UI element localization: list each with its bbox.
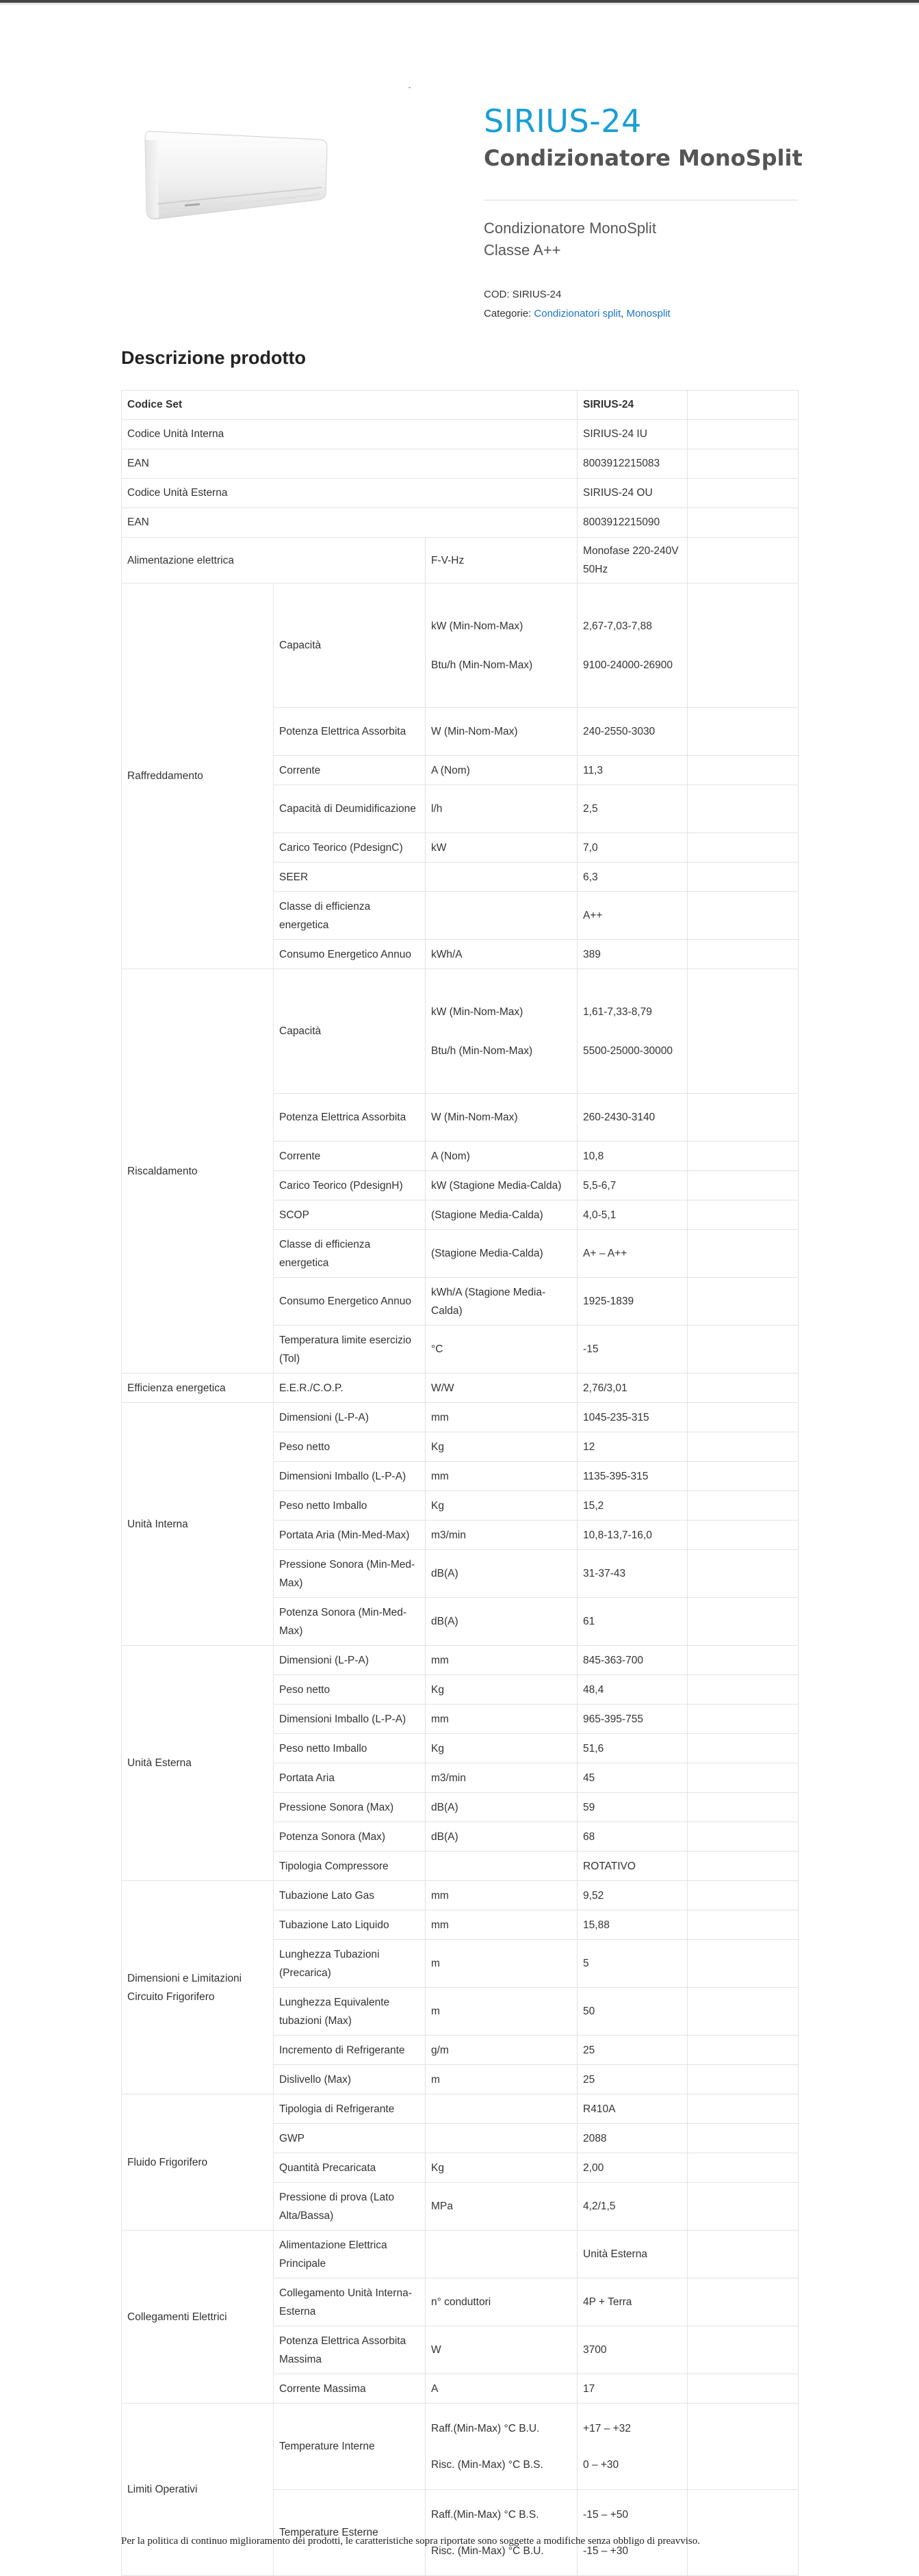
empty-cell [688, 2124, 799, 2153]
table-row-dimensioni-e-limitazioni-circuito-frigorifero [122, 1881, 799, 1910]
spec-label: Dimensioni Imballo (L-P-A) [274, 1462, 426, 1491]
empty-cell [688, 785, 799, 833]
spec-value: 12 [578, 1432, 688, 1462]
efficiency-label: Efficienza energetica [122, 1374, 274, 1403]
category-separator: , [621, 308, 627, 319]
spec-label: Peso netto Imballo [274, 1734, 426, 1763]
spec-unit: m [426, 1940, 578, 1988]
spec-value: A++ [578, 892, 688, 940]
spec-label: Capacità [274, 969, 426, 1094]
spec-unit: Kg [426, 1734, 578, 1763]
spec-value: -15 [578, 1326, 688, 1374]
spec-label: Incremento di Refrigerante [274, 2036, 426, 2065]
spec-label: Carico Teorico (PdesignC) [274, 833, 426, 863]
description-heading: Descrizione prodotto [121, 347, 307, 368]
spec-value: 7,0 [578, 833, 688, 863]
spec-unit [426, 969, 578, 1094]
empty-cell [688, 1910, 799, 1940]
spec-unit: dB(A) [426, 1598, 578, 1646]
table-row-unit-interna [122, 1403, 799, 1432]
empty-cell [688, 2231, 799, 2278]
spec-unit: W [426, 2326, 578, 2374]
spec-label: Portata Aria [274, 1763, 426, 1793]
spec-value [578, 2490, 688, 2576]
spec-label: Temperature Esterne [274, 2490, 426, 2576]
spec-unit: Kg [426, 1491, 578, 1521]
spec-value: 48,4 [578, 1675, 688, 1705]
spec-unit [426, 2490, 578, 2576]
spec-value: 15,2 [578, 1491, 688, 1521]
empty-cell [688, 1432, 799, 1462]
empty-cell [688, 1278, 799, 1326]
spec-label: Capacità [274, 583, 426, 708]
spec-value: 2,5 [578, 785, 688, 833]
empty-cell [688, 2490, 799, 2576]
spec-value: 4,2/1,5 [578, 2183, 688, 2231]
empty-cell [688, 1403, 799, 1432]
spec-label: Potenza Sonora (Min-Med-Max) [274, 1598, 426, 1646]
table-row-efficiency [122, 1374, 799, 1403]
spec-unit: kW (Stagione Media-Calda) [426, 1171, 578, 1200]
spec-unit: n° conduttori [426, 2278, 578, 2326]
table-row-limiti-operativi [122, 2404, 799, 2490]
spec-value: 59 [578, 1793, 688, 1822]
spec-unit: dB(A) [426, 1822, 578, 1852]
spec-unit: mm [426, 1462, 578, 1491]
spec-value-line: -15 – +50 [583, 2508, 628, 2521]
line-gap [431, 2438, 571, 2456]
table-row-power-supply [122, 538, 799, 583]
spec-value: 50 [578, 1988, 688, 2036]
spec-label: Tipologia Compressore [274, 1852, 426, 1881]
spec-label: Temperatura limite esercizio (Tol) [274, 1326, 426, 1374]
empty-cell [688, 2374, 799, 2404]
category-link-monosplit[interactable]: Monosplit [626, 308, 671, 319]
spec-label: Carico Teorico (PdesignH) [274, 1171, 426, 1200]
empty-cell [688, 1374, 799, 1403]
spec-value: 3700 [578, 2326, 688, 2374]
spec-value: 61 [578, 1598, 688, 1646]
empty-cell [688, 449, 799, 479]
group-label-unit-esterna: Unità Esterna [122, 1646, 274, 1881]
empty-cell [688, 420, 799, 449]
empty-cell [688, 1142, 799, 1171]
spec-value: 9,52 [578, 1881, 688, 1910]
line-gap [583, 1021, 682, 1042]
spec-label: Peso netto [274, 1675, 426, 1705]
spec-value: 240-2550-3030 [578, 708, 688, 756]
line-gap [583, 635, 682, 656]
spec-unit: W (Min-Nom-Max) [426, 1094, 578, 1142]
table-row-raffreddamento [122, 583, 799, 708]
empty-cell [688, 1881, 799, 1910]
product-name-title: Condizionatore MonoSplit [484, 145, 803, 171]
spec-label: Tipologia di Refrigerante [274, 2094, 426, 2124]
spec-unit: dB(A) [426, 1793, 578, 1822]
spec-label: Tubazione Lato Liquido [274, 1910, 426, 1940]
spec-label: Corrente Massima [274, 2374, 426, 2404]
empty-cell [688, 2153, 799, 2183]
empty-cell [688, 756, 799, 785]
empty-cell [688, 863, 799, 892]
empty-cell [688, 1462, 799, 1491]
spec-unit [426, 863, 578, 892]
spec-value-line: 1,61-7,33-8,79 [583, 1006, 652, 1018]
spec-unit-line: Btu/h (Min-Nom-Max) [431, 1044, 533, 1057]
spec-unit: W (Min-Nom-Max) [426, 708, 578, 756]
group-label-fluido-frigorifero: Fluido Frigorifero [122, 2094, 274, 2231]
spec-label: GWP [274, 2124, 426, 2153]
spec-value: 5,5-6,7 [578, 1171, 688, 1200]
empty-cell [688, 391, 799, 420]
spec-unit: A (Nom) [426, 1142, 578, 1171]
empty-cell [688, 1852, 799, 1881]
empty-cell [688, 1094, 799, 1142]
spec-unit: Kg [426, 2153, 578, 2183]
row-value: SIRIUS-24 OU [578, 479, 688, 508]
spec-label: SEER [274, 863, 426, 892]
header-label: Codice Set [122, 391, 578, 420]
empty-cell [688, 833, 799, 863]
line-gap [583, 2438, 682, 2456]
spec-unit: Kg [426, 1675, 578, 1705]
empty-cell [688, 940, 799, 969]
spec-label: Peso netto [274, 1432, 426, 1462]
spec-value-line: 0 – +30 [583, 2458, 619, 2471]
spec-unit [426, 892, 578, 940]
spec-unit: (Stagione Media-Calda) [426, 1200, 578, 1230]
spec-value: 260-2430-3140 [578, 1094, 688, 1142]
empty-cell [688, 2183, 799, 2231]
empty-cell [688, 708, 799, 756]
spec-value: 68 [578, 1822, 688, 1852]
spec-unit-line: Raff.(Min-Max) °C B.U. [431, 2422, 540, 2434]
spec-value: 6,3 [578, 863, 688, 892]
row-value: 8003912215083 [578, 449, 688, 479]
spec-value [578, 583, 688, 708]
spec-unit-line: kW (Min-Nom-Max) [431, 620, 523, 632]
spec-value: 1925-1839 [578, 1278, 688, 1326]
empty-cell [688, 1171, 799, 1200]
spec-label: Lunghezza Tubazioni (Precarica) [274, 1940, 426, 1988]
efficiency-unit: W/W [426, 1374, 578, 1403]
empty-cell [688, 2065, 799, 2094]
spec-unit-line: kW (Min-Nom-Max) [431, 1006, 523, 1018]
spec-unit: °C [426, 1326, 578, 1374]
spec-label: Potenza Elettrica Assorbita [274, 708, 426, 756]
spec-label: Dimensioni (L-P-A) [274, 1403, 426, 1432]
spec-label: Potenza Sonora (Max) [274, 1822, 426, 1852]
empty-cell [688, 2404, 799, 2490]
subtitle-line-1: Condizionatore MonoSplit [484, 220, 656, 237]
spec-label: Portata Aria (Min-Med-Max) [274, 1521, 426, 1550]
spec-value: 25 [578, 2065, 688, 2094]
spec-unit: m3/min [426, 1521, 578, 1550]
spec-value: 389 [578, 940, 688, 969]
spec-value: Unità Esterna [578, 2231, 688, 2278]
spec-value-line: +17 – +32 [583, 2422, 631, 2434]
sku-label: COD: [484, 289, 510, 300]
table-row [122, 479, 799, 508]
product-model-title: SIRIUS-24 [484, 103, 642, 140]
spec-unit: kWh/A (Stagione Media-Calda) [426, 1278, 578, 1326]
row-value: 8003912215090 [578, 508, 688, 538]
empty-cell [688, 1675, 799, 1705]
empty-cell [688, 892, 799, 940]
empty-cell [688, 2326, 799, 2374]
empty-cell [688, 1705, 799, 1734]
spec-value: 2,00 [578, 2153, 688, 2183]
spec-label: Corrente [274, 756, 426, 785]
spec-label: Potenza Elettrica Assorbita [274, 1094, 426, 1142]
power-supply-value: Monofase 220-240V 50Hz [578, 538, 688, 583]
empty-cell [688, 1200, 799, 1230]
spec-value: A+ – A++ [578, 1230, 688, 1278]
spec-label: Quantità Precaricata [274, 2153, 426, 2183]
spec-label: Pressione Sonora (Min-Med-Max) [274, 1550, 426, 1598]
spec-value [578, 2404, 688, 2490]
empty-cell [688, 583, 799, 708]
spec-unit: kWh/A [426, 940, 578, 969]
spec-unit: m3/min [426, 1763, 578, 1793]
empty-cell [688, 1940, 799, 1988]
row-label: EAN [122, 508, 578, 538]
spec-value: 10,8 [578, 1142, 688, 1171]
spec-value-line: -15 – +30 [583, 2545, 628, 2557]
spec-unit: m [426, 1988, 578, 2036]
empty-cell [688, 1822, 799, 1852]
spec-unit-line: Btu/h (Min-Nom-Max) [431, 659, 533, 671]
row-value: SIRIUS-24 IU [578, 420, 688, 449]
spec-unit [426, 2094, 578, 2124]
spec-value-line: 9100-24000-26900 [583, 659, 673, 671]
empty-cell [688, 1491, 799, 1521]
spec-value: ROTATIVO [578, 1852, 688, 1881]
spec-unit [426, 583, 578, 708]
spec-value-line: 5500-25000-30000 [583, 1044, 673, 1057]
spec-unit: l/h [426, 785, 578, 833]
spec-unit [426, 2124, 578, 2153]
spec-unit [426, 2231, 578, 2278]
sku-value: SIRIUS-24 [512, 289, 562, 300]
spec-value: 11,3 [578, 756, 688, 785]
spec-label: Peso netto Imballo [274, 1491, 426, 1521]
spec-value: 845-363-700 [578, 1646, 688, 1675]
spec-label: Alimentazione Elettrica Principale [274, 2231, 426, 2278]
spec-unit: Kg [426, 1432, 578, 1462]
spec-value: 4P + Terra [578, 2278, 688, 2326]
empty-cell [688, 538, 799, 583]
spec-unit-line: Raff.(Min-Max) °C B.S. [431, 2508, 539, 2521]
empty-cell [688, 2036, 799, 2065]
spec-label: Pressione Sonora (Max) [274, 1793, 426, 1822]
empty-cell [688, 2094, 799, 2124]
spec-unit: A [426, 2374, 578, 2404]
spec-unit: mm [426, 1705, 578, 1734]
category-link-split[interactable]: Condizionatori split [534, 308, 621, 319]
group-label-riscaldamento: Riscaldamento [122, 969, 274, 1374]
empty-cell [688, 1230, 799, 1278]
spec-unit: g/m [426, 2036, 578, 2065]
spec-value: 1135-395-315 [578, 1462, 688, 1491]
empty-cell [688, 1646, 799, 1675]
spec-value: 4,0-5,1 [578, 1200, 688, 1230]
group-label-raffreddamento: Raffreddamento [122, 583, 274, 969]
row-label: Codice Unità Esterna [122, 479, 578, 508]
table-row-header [122, 391, 799, 420]
spec-unit-line: Risc. (Min-Max) °C B.S. [431, 2458, 543, 2471]
empty-cell [688, 969, 799, 1094]
spec-label: Collegamento Unità Interna-Esterna [274, 2278, 426, 2326]
table-row [122, 508, 799, 538]
group-label-limiti-operativi: Limiti Operativi [122, 2404, 274, 2576]
spec-unit: mm [426, 1646, 578, 1675]
spec-unit [426, 1852, 578, 1881]
spec-value: 25 [578, 2036, 688, 2065]
spec-value: 17 [578, 2374, 688, 2404]
spec-value: 965-395-755 [578, 1705, 688, 1734]
empty-cell [688, 1598, 799, 1646]
spec-unit: mm [426, 1403, 578, 1432]
spec-label: SCOP [274, 1200, 426, 1230]
spec-unit: mm [426, 1881, 578, 1910]
spec-label: Consumo Energetico Annuo [274, 940, 426, 969]
table-row-riscaldamento [122, 969, 799, 1094]
spec-label: Tubazione Lato Gas [274, 1881, 426, 1910]
spec-label: Dimensioni Imballo (L-P-A) [274, 1705, 426, 1734]
product-subtitle [484, 218, 656, 261]
top-bar-shadow [0, 3, 919, 5]
image-thumb-dot [409, 87, 411, 88]
empty-cell [688, 1521, 799, 1550]
group-label-collegamenti-elettrici: Collegamenti Elettrici [122, 2231, 274, 2404]
footnote: Per la politica di continuo miglioramento dei prodotti, le caratteristiche sopra riportate sono soggette a modifiche senza obbligo di preavviso. [121, 2536, 701, 2547]
product-image [137, 116, 342, 233]
table-row-fluido-frigorifero [122, 2094, 799, 2124]
table-row [122, 449, 799, 479]
categories-label: Categorie: [484, 308, 532, 319]
empty-cell [688, 479, 799, 508]
spec-unit: dB(A) [426, 1550, 578, 1598]
group-label-dimensioni-e-limitazioni-circuito-frigorifero: Dimensioni e Limitazioni Circuito Frigorifero [122, 1881, 274, 2094]
spec-label: Temperature Interne [274, 2404, 426, 2490]
spec-unit: m [426, 2065, 578, 2094]
spec-value: 10,8-13,7-16,0 [578, 1521, 688, 1550]
spec-value: 15,88 [578, 1910, 688, 1940]
spec-value: 45 [578, 1763, 688, 1793]
header-value: SIRIUS-24 [578, 391, 688, 420]
spec-value: 51,6 [578, 1734, 688, 1763]
spec-value: 31-37-43 [578, 1550, 688, 1598]
spec-label: Consumo Energetico Annuo [274, 1278, 426, 1326]
spec-unit: kW [426, 833, 578, 863]
product-sku [484, 289, 561, 300]
spec-label: Classe di efficienza energetica [274, 892, 426, 940]
spec-unit: (Stagione Media-Calda) [426, 1230, 578, 1278]
row-label: Codice Unità Interna [122, 420, 578, 449]
spec-label: Potenza Elettrica Assorbita Massima [274, 2326, 426, 2374]
row-label: EAN [122, 449, 578, 479]
spec-unit: A (Nom) [426, 756, 578, 785]
spec-label: Capacità di Deumidificazione [274, 785, 426, 833]
spec-unit: mm [426, 1910, 578, 1940]
spec-label: Pressione di prova (Lato Alta/Bassa) [274, 2183, 426, 2231]
line-gap [431, 1021, 571, 1042]
spec-unit: MPa [426, 2183, 578, 2231]
spec-value: 1045-235-315 [578, 1403, 688, 1432]
efficiency-sub: E.E.R./C.O.P. [274, 1374, 426, 1403]
power-supply-label: Alimentazione elettrica [122, 538, 426, 583]
empty-cell [688, 1326, 799, 1374]
spec-label: Classe di efficienza energetica [274, 1230, 426, 1278]
power-supply-unit: F-V-Hz [426, 538, 578, 583]
spec-label: Dimensioni (L-P-A) [274, 1646, 426, 1675]
spec-value: R410A [578, 2094, 688, 2124]
subtitle-line-2: Classe A++ [484, 241, 561, 259]
empty-cell [688, 1734, 799, 1763]
spec-value [578, 969, 688, 1094]
spec-value-line: 2,67-7,03-7,88 [583, 620, 652, 632]
group-label-unit-interna: Unità Interna [122, 1403, 274, 1646]
table-row-collegamenti-elettrici [122, 2231, 799, 2278]
spec-label: Lunghezza Equivalente tubazioni (Max) [274, 1988, 426, 2036]
spec-value: 2088 [578, 2124, 688, 2153]
empty-cell [688, 1988, 799, 2036]
table-row-unit-esterna [122, 1646, 799, 1675]
empty-cell [688, 1550, 799, 1598]
spec-label: Corrente [274, 1142, 426, 1171]
empty-cell [688, 1763, 799, 1793]
empty-cell [688, 2278, 799, 2326]
spec-value: 5 [578, 1940, 688, 1988]
spec-table [121, 390, 799, 2576]
table-row [122, 420, 799, 449]
spec-unit-line: Risc. (Min-Max) °C B.U. [431, 2545, 544, 2557]
spec-unit [426, 2404, 578, 2490]
efficiency-value: 2,76/3,01 [578, 1374, 688, 1403]
line-gap [431, 635, 571, 656]
spec-label: Dislivello (Max) [274, 2065, 426, 2094]
empty-cell [688, 1793, 799, 1822]
product-categories [484, 308, 671, 319]
empty-cell [688, 508, 799, 538]
